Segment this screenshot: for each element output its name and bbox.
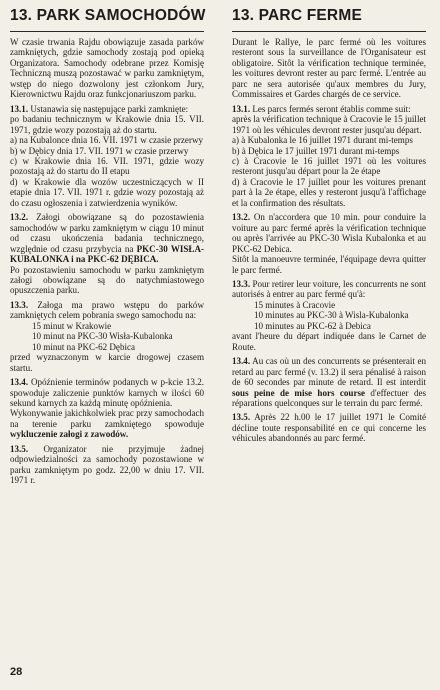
- paragraph-number: 13.2.: [10, 212, 29, 223]
- list-item: 15 minutes à Cracovie: [254, 299, 336, 310]
- paragraph-text: przed wyznaczonym w karcie drogowej czasem startu.: [10, 352, 204, 373]
- paragraph-13-1: [10, 104, 204, 209]
- french-column: [232, 6, 426, 448]
- section-title-french: 13. PARC FERME: [232, 7, 362, 24]
- list-item: 10 minut na PKC-30 Wisła-Kubalonka: [32, 331, 173, 342]
- paragraph-number: 13.5.: [232, 412, 251, 423]
- paragraph-intro: Durant le Rallye, le parc fermé où les voitures resteront sous la surveillance de l'Organisateur est obligatoire. Sitôt la vérification technique terminée, les voitures devront rester au parc fermé. L'entrée au parc ne sera autorisée qu'aux membres du Jury, Commissaires et Gardes chargés de ce service.: [232, 37, 426, 100]
- paragraph-text: Wykonywanie jakichkolwiek prac przy samochodach na terenie parku zamkniętego spowoduje: [10, 408, 204, 429]
- paragraph-13-4: [10, 377, 204, 440]
- page-number: 28: [10, 666, 23, 678]
- list-item: d) w Krakowie dla wozów uczestniczących w II etapie dnia 17. VII. 1971 r. gdzie wozy pozostają aż do czasu ogłoszenia i zatwierdzenia wyników.: [10, 176, 204, 208]
- paragraph-number: 13.2.: [232, 212, 251, 223]
- list-item: 10 minutes au PKC-62 à Debica: [254, 320, 371, 331]
- section-title-polish: 13. PARK SAMOCHODÓW: [10, 7, 206, 24]
- paragraph-number: 13.4.: [10, 377, 29, 388]
- paragraph-13-1: [232, 104, 426, 209]
- list-item: po badaniu technicznym w Krakowie dnia 15. VII. 1971, gdzie wozy pozostają aż do startu.: [10, 114, 204, 135]
- checkpoint-names: PKC-30 WISŁA-KUBALONKA i na PKC-62 DĘBICA.: [10, 243, 204, 265]
- paragraph-text: [10, 408, 204, 439]
- list-item: 15 minut w Krakowie: [32, 320, 112, 331]
- list-item: c) à Cracovie le 16 juillet 1971 où les voitures resteront jusqu'au départ pour la 2e étape: [232, 155, 426, 177]
- paragraph-13-3: [232, 279, 426, 352]
- list-item: 10 minutes au PKC-30 à Wisla-Kubalonka: [254, 310, 409, 321]
- paragraph-text: Po pozostawieniu samochodu w parku zamkniętym załogi obowiązane są do natychmiastowego opuszczenia parku.: [10, 264, 204, 296]
- paragraph-text: Ustanawia się następujące parki zamknięte:: [30, 103, 189, 114]
- list-item: a) na Kubalonce dnia 16. VII. 1971 w czasie przerwy: [10, 135, 204, 146]
- paragraph-number: 13.3.: [232, 278, 251, 289]
- list-item: a) à Kubalonka le 16 juillet 1971 durant mi-temps: [232, 135, 413, 146]
- paragraph-number: 13.3.: [10, 299, 29, 310]
- paragraph-text: Załogi obowiązane są do pozostawienia samochodów w parku zamkniętym w ciągu 10 minut od czasu ukończenia badania technicznego, względnie od czasu przybycia na: [10, 212, 204, 254]
- list-item: après la vérification technique à Cracovie le 15 juillet 1971 où les véhicules devront rester jusqu'au départ.: [232, 114, 426, 135]
- list-item: b) à Dębica le 17 juillet 1971 durant mi-temps: [232, 145, 400, 156]
- paragraph-13-3: [10, 300, 204, 373]
- paragraph-text: Les parcs fermés seront établis comme suit:: [252, 103, 411, 114]
- paragraph-text: avant l'heure du départ indiquée dans le Carnet de Route.: [232, 331, 426, 352]
- paragraph-text: Pour retirer leur voiture, les concurrents ne sont autorisés à entrer au parc fermé qu'à:: [232, 278, 427, 300]
- paragraph-text: Załoga ma prawo wstępu do parków zamkniętych celem pobrania swego samochodu na:: [10, 299, 204, 321]
- title-rule: [232, 31, 426, 32]
- penalty-text: wykluczenie załogi z zawodów.: [10, 429, 129, 440]
- paragraph-number: 13.5.: [10, 443, 29, 454]
- paragraph-13-5: [232, 412, 426, 443]
- paragraph-text: d'effectuer des réparations quelconques sur le terrain du parc fermé.: [232, 387, 427, 408]
- paragraph-13-2: [10, 212, 204, 296]
- title-rule: [10, 31, 204, 32]
- paragraph-intro: W czasie trwania Rajdu obowiązuje zasada parków zamkniętych, gdzie samochody zostają pod opieką Organizatora. Samochody odebrane przez Komisję Techniczną muszą pozostawać w parku zamkniętym, wstęp do niego dozwolony jest członkom Jury, Kierownictwu Rajdu oraz funkcjonariuszom parku.: [10, 37, 204, 100]
- paragraph-13-5: [10, 444, 204, 486]
- paragraph-number: 13.1.: [232, 103, 251, 114]
- polish-column: [10, 6, 204, 490]
- paragraph-text: Organizator nie przyjmuje żadnej odpowiedzialności za samochody pozostawione w parku zamkniętym po godz. 22,00 w dniu 17. VII. 1971 r.: [10, 443, 204, 486]
- list-item: c) w Krakowie dnia 16. VII. 1971, gdzie wozy pozostają aż do startu do II etapu: [10, 155, 204, 177]
- paragraph-text: Sitôt la manoeuvre terminée, l'équipage devra quitter le parc fermé.: [232, 254, 426, 275]
- list-item: d) à Cracovie le 17 juillet pour les voitures prenant part à la 2e étape, elles y resteront jusqu'à l'affichage et la confirmation des résultats.: [232, 176, 426, 208]
- paragraph-13-4: [232, 356, 426, 408]
- paragraph-13-2: [232, 212, 426, 275]
- paragraph-text: Opóźnienie terminów podanych w p-kcie 13.2. spowoduje zaliczenie punktów karnych w ilości 60 sekund karnych za każdą minutę opóźnienia.: [10, 377, 204, 408]
- penalty-text: sous peine de mise hors course: [232, 387, 366, 398]
- paragraph-text: Au cas où un des concurrents se présenterait en retard au parc fermé (v. 13.2) il sera pénalisé à raison de 60 secondes par minute de retard. Il est interdit: [232, 356, 426, 388]
- list-item: b) w Dębicy dnia 17. VII. 1971 w czasie przerwy: [10, 145, 189, 156]
- list-item: 10 minut na PKC-62 Dębica: [32, 341, 136, 352]
- paragraph-text: On n'accordera que 10 min. pour conduire la voiture au parc fermé après la vérification technique ou après l'arrivée au PKC-30 Wisla Kubalonka et au PKC-62 Debica.: [232, 212, 426, 254]
- paragraph-text: Après 22 h.00 le 17 juillet 1971 le Comité décline toute responsabilité en ce qui concerne les véhicules abandonnés au parc fermé.: [232, 412, 426, 444]
- paragraph-number: 13.4.: [232, 356, 251, 367]
- paragraph-number: 13.1.: [10, 103, 29, 114]
